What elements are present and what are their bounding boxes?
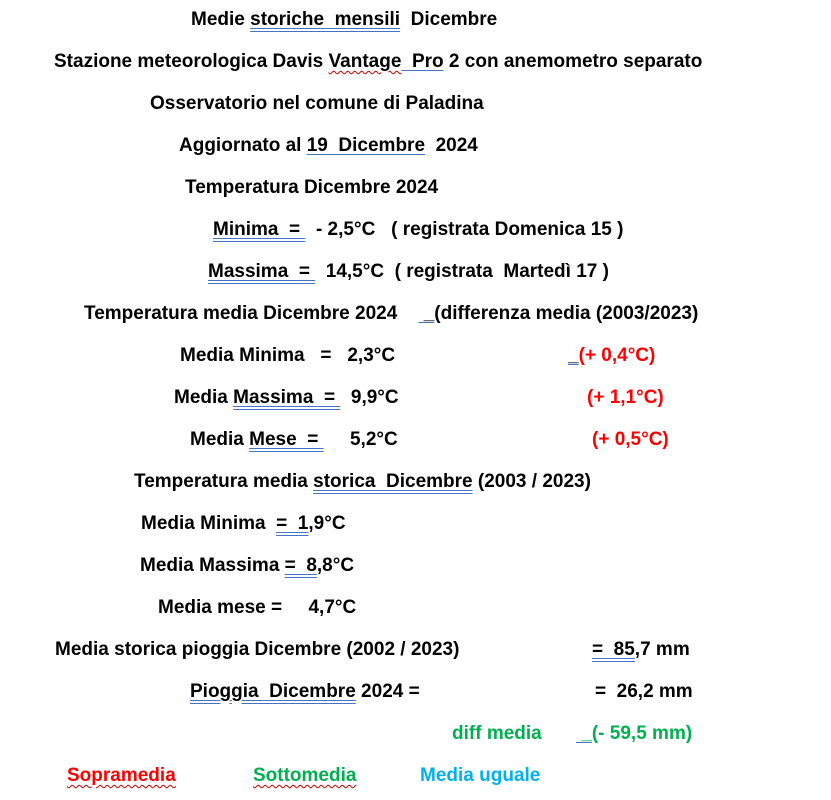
avg-min-label: Media Minima = 2,3°C (180, 345, 396, 366)
historical-month: Media mese = 4,7°C (158, 597, 357, 618)
observatory-line: Osservatorio nel comune di Paladina (150, 93, 484, 114)
station-line: Stazione meteorologica Davis Vantage Pro 2 con anemometro separato (54, 51, 703, 72)
rain-current-value: = 26,2 mm (595, 681, 693, 702)
historical-max: Media Massima = 8,8°C (140, 555, 355, 576)
rain-hist-value: = 85,7 mm (592, 639, 690, 660)
legend-above: Sopramedia (67, 765, 176, 786)
rain-diff-value: _(- 59,5 mm) (576, 723, 693, 744)
avg-month-label: Media Mese = 5,2°C (190, 429, 398, 450)
avg-max-diff: (+ 1,1°C) (587, 387, 664, 408)
legend-below: Sottomedia (253, 765, 357, 786)
updated-line: Aggiornato al 19 Dicembre 2024 (179, 135, 478, 156)
avg-month-diff: (+ 0,5°C) (592, 429, 669, 450)
temp-avg-title: Temperatura media Dicembre 2024 _(differenza media (2003/2023) (84, 303, 699, 324)
historical-title: Temperatura media storica Dicembre (2003 / 2023) (134, 471, 591, 492)
rain-diff-label: diff media (452, 723, 542, 744)
temp-month-title: Temperatura Dicembre 2024 (185, 177, 439, 198)
temp-min-line: Minima = - 2,5°C ( registrata Domenica 15 ) (213, 219, 624, 240)
historical-min: Media Minima = 1,9°C (141, 513, 346, 534)
legend-equal: Media uguale (420, 765, 541, 786)
rain-hist-label: Media storica pioggia Dicembre (2002 / 2023) (55, 639, 460, 660)
avg-min-diff: _(+ 0,4°C) (568, 345, 656, 366)
temp-max-line: Massima = 14,5°C ( registrata Martedì 17 ) (208, 261, 609, 282)
page-title: Medie storiche mensili Dicembre (191, 9, 498, 30)
avg-max-label: Media Massima = 9,9°C (174, 387, 399, 408)
rain-current-label: Pioggia Dicembre 2024 = (190, 681, 420, 702)
